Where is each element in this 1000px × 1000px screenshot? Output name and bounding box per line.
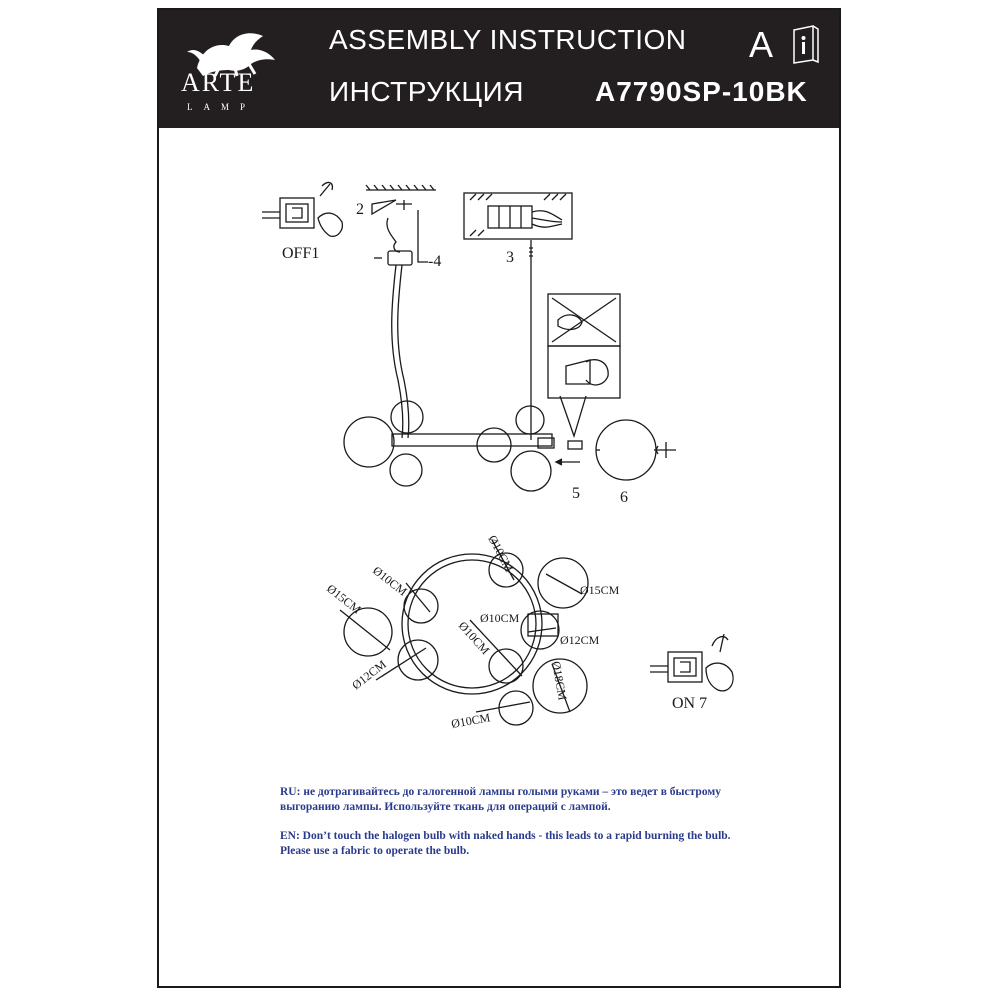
- step-2-label: 2: [356, 201, 364, 218]
- bulb-warning-panel: [548, 294, 620, 436]
- warning-note-ru: RU: не дотрагивайтесь до галогенной лампы голыми руками – это ведет в быстрому выгоранию лампы. Используйте ткань для операций с лампой.: [280, 786, 721, 813]
- dimension-label: Ø10CM: [370, 563, 410, 599]
- step-4-label: -4: [428, 253, 442, 270]
- brand-name: ARTE: [181, 68, 256, 97]
- step-3-label: 3: [506, 249, 514, 266]
- dimension-label: Ø10CM: [480, 611, 520, 625]
- chandelier-side-view: [344, 401, 554, 491]
- step-7-label: ON 7: [672, 695, 708, 712]
- terminal-block-icon: [464, 193, 572, 262]
- bulb-and-shade-detail: [556, 420, 676, 480]
- ceiling-mount-icon: [366, 185, 436, 265]
- dimension-label: Ø10CM: [450, 710, 492, 731]
- power-switch-on-icon: [650, 634, 733, 691]
- power-switch-off-icon: [262, 183, 342, 237]
- step-6-label: 6: [620, 489, 628, 506]
- dimension-label: Ø10CM: [455, 618, 493, 658]
- dimension-label: Ø12CM: [349, 657, 389, 693]
- step-1-label: OFF1: [282, 245, 320, 262]
- warning-note-en: EN: Don’t touch the halogen bulb with naked hands - this leads to a rapid burning the bulb. Please use a fabric to operate the bulb.: [280, 830, 731, 857]
- dimension-label: Ø18CM: [549, 660, 570, 702]
- dimension-label: Ø12CM: [560, 633, 600, 647]
- dimension-label: Ø10CM: [485, 532, 517, 575]
- title-russian: ИНСТРУКЦИЯ: [329, 76, 524, 107]
- step-5-label: 5: [572, 485, 580, 502]
- dimension-label: Ø15CM: [324, 581, 364, 617]
- title-english: ASSEMBLY INSTRUCTION: [329, 24, 687, 55]
- brand-subtitle: LAMP: [187, 102, 257, 112]
- document-letter: A: [749, 24, 774, 65]
- dimension-label: Ø15CM: [580, 583, 620, 597]
- model-number: A7790SP-10BK: [595, 76, 808, 107]
- suspension-cables: [392, 262, 531, 440]
